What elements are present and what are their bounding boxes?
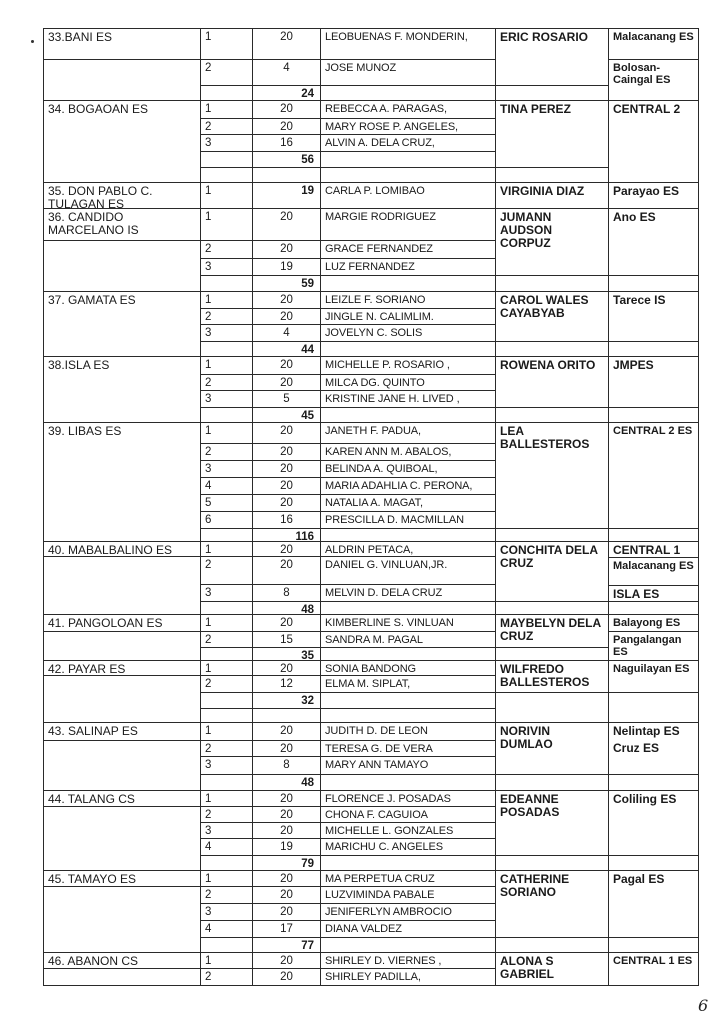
school-total: 44 — [252, 341, 321, 357]
section-number: 1 — [200, 100, 253, 119]
coordinator-name: WILFREDO BALLESTEROS — [495, 660, 609, 693]
learner-count: 20 — [252, 422, 321, 444]
school-total: 59 — [252, 275, 321, 292]
destination-school: Naguilayan ES — [608, 660, 699, 693]
learner-count: 20 — [252, 556, 321, 585]
total-spacer — [200, 601, 253, 615]
teacher-name: ELMA M. SIPLAT, — [320, 675, 496, 693]
destination-blank — [608, 774, 699, 791]
section-number: 6 — [200, 511, 253, 529]
learner-count: 17 — [252, 920, 321, 938]
teacher-name: MARY ANN TAMAYO — [320, 756, 496, 775]
school-name: 36. CANDIDO MARCELANO IS — [43, 208, 201, 241]
teacher-name: NATALIA A. MAGAT, — [320, 494, 496, 512]
section-number: 2 — [200, 240, 253, 259]
teacher-name: MARY ROSE P. ANGELES, — [320, 118, 496, 135]
learner-count: 20 — [252, 240, 321, 259]
school-name: 38.ISLA ES — [43, 356, 201, 423]
learner-count: 20 — [252, 968, 321, 986]
total-name-blank — [320, 601, 496, 615]
school-total: 48 — [252, 774, 321, 791]
learner-count: 20 — [252, 291, 321, 309]
section-number: 1 — [200, 208, 253, 241]
spacer-cell — [200, 708, 253, 723]
school-name: 37. GAMATA ES — [43, 291, 201, 357]
teacher-name: GRACE FERNANDEZ — [320, 240, 496, 259]
school-name: 44. TALANG CS — [43, 790, 201, 807]
learner-count: 20 — [252, 477, 321, 495]
section-number: 1 — [200, 422, 253, 444]
total-spacer — [200, 528, 253, 542]
learner-count: 20 — [252, 460, 321, 478]
teacher-name: JUDITH D. DE LEON — [320, 722, 496, 741]
section-number: 1 — [200, 356, 253, 375]
section-number: 2 — [200, 308, 253, 325]
section-number: 2 — [200, 968, 253, 986]
total-spacer — [200, 774, 253, 791]
school-name-continuation — [43, 740, 201, 791]
teacher-name: JOSE MUNOZ — [320, 59, 496, 86]
coordinator-blank — [495, 692, 609, 723]
total-spacer — [200, 692, 253, 709]
section-number: 2 — [200, 374, 253, 391]
teacher-name: MARGIE RODRIGUEZ — [320, 208, 496, 241]
school-name-continuation — [43, 556, 201, 615]
destination-school: CENTRAL 2 ES — [608, 422, 699, 529]
teacher-name: ALVIN A. DELA CRUZ, — [320, 134, 496, 152]
teacher-name: KRISTINE JANE H. LIVED , — [320, 390, 496, 408]
learner-count: 12 — [252, 675, 321, 693]
school-total: 35 — [252, 647, 321, 661]
school-total: 45 — [252, 407, 321, 423]
section-number: 1 — [200, 722, 253, 741]
learner-count: 4 — [252, 324, 321, 342]
destination-school-line: Nelintap ES — [613, 724, 680, 738]
learner-count: 19 — [252, 838, 321, 856]
section-number: 2 — [200, 740, 253, 757]
teacher-name: SHIRLEY PADILLA, — [320, 968, 496, 986]
section-number: 2 — [200, 631, 253, 648]
teacher-name: JOVELYN C. SOLIS — [320, 324, 496, 342]
school-total: 56 — [252, 151, 321, 168]
learner-count: 20 — [252, 356, 321, 375]
coordinator-name: CONCHITA DELA CRUZ — [495, 541, 609, 602]
school-name-continuation — [43, 59, 201, 101]
learner-count: 20 — [252, 952, 321, 969]
teacher-name: CARLA P. LOMIBAO — [320, 182, 496, 209]
coordinator-name: TINA PEREZ — [495, 100, 609, 168]
teacher-name: MARICHU C. ANGELES — [320, 838, 496, 856]
destination-school: Malacanang ES — [608, 557, 699, 586]
total-name-blank — [320, 341, 496, 357]
learner-count: 20 — [252, 28, 321, 60]
destination-school: Bolosan-Caingal ES — [608, 59, 699, 101]
school-name: 41. PANGOLOAN ES — [43, 614, 201, 632]
coordinator-blank — [495, 528, 609, 542]
spacer-cell — [252, 708, 321, 723]
destination-blank — [608, 528, 699, 542]
learner-count: 20 — [252, 541, 321, 557]
learner-count: 20 — [252, 100, 321, 119]
learner-count: 20 — [252, 614, 321, 632]
section-number: 1 — [200, 870, 253, 887]
section-number: 2 — [200, 806, 253, 823]
destination-school: Ano ES — [608, 208, 699, 276]
section-number: 3 — [200, 822, 253, 839]
coordinator-name: ROWENA ORITO — [495, 356, 609, 408]
destination-school: ISLA ES — [608, 585, 699, 602]
teacher-name: DANIEL G. VINLUAN,JR. — [320, 556, 496, 585]
school-name: 35. DON PABLO C. TULAGAN ES — [43, 182, 201, 209]
total-name-blank — [320, 937, 496, 953]
coordinator-name: EDEANNE POSADAS — [495, 790, 609, 856]
total-spacer — [200, 937, 253, 953]
learner-count: 8 — [252, 756, 321, 775]
total-name-blank — [320, 774, 496, 791]
coordinator-blank — [495, 167, 609, 183]
destination-school: CENTRAL 1 ES — [608, 952, 699, 986]
teacher-name: MICHELLE P. ROSARIO , — [320, 356, 496, 375]
teacher-name: MA PERPETUA CRUZ — [320, 870, 496, 887]
spacer-cell — [320, 708, 496, 723]
section-number: 2 — [200, 556, 253, 585]
school-total: 77 — [252, 937, 321, 953]
destination-school: Pagal ES — [608, 870, 699, 938]
coordinator-blank — [495, 275, 609, 292]
school-name-continuation — [43, 631, 201, 661]
learner-count: 20 — [252, 308, 321, 325]
destination-school: Balayong ES — [608, 614, 699, 632]
section-number: 3 — [200, 460, 253, 478]
coordinator-blank — [495, 774, 609, 791]
total-name-blank — [320, 151, 496, 168]
teacher-name: SONIA BANDONG — [320, 660, 496, 676]
learner-count: 16 — [252, 511, 321, 529]
teacher-name: FLORENCE J. POSADAS — [320, 790, 496, 807]
total-name-blank — [320, 528, 496, 542]
teacher-name: TERESA G. DE VERA — [320, 740, 496, 757]
destination-blank — [608, 855, 699, 871]
learner-count: 20 — [252, 208, 321, 241]
section-number: 2 — [200, 886, 253, 904]
teacher-name: LUZVIMINDA PABALE — [320, 886, 496, 904]
school-total: 24 — [252, 85, 321, 101]
teacher-name: MARIA ADAHLIA C. PERONA, — [320, 477, 496, 495]
spacer-cell — [320, 167, 496, 183]
teacher-name: MICHELLE L. GONZALES — [320, 822, 496, 839]
school-name: 46. ABANON CS — [43, 952, 201, 969]
teacher-name: SHIRLEY D. VIERNES , — [320, 952, 496, 969]
section-number: 4 — [200, 838, 253, 856]
coordinator-name: CATHERINE SORIANO — [495, 870, 609, 938]
learner-count: 5 — [252, 390, 321, 408]
section-number: 2 — [200, 675, 253, 693]
coordinator-blank — [495, 601, 609, 615]
learner-count: 20 — [252, 722, 321, 741]
learner-count: 20 — [252, 740, 321, 757]
school-name-continuation — [43, 968, 201, 986]
learner-count: 20 — [252, 806, 321, 823]
learner-count: 19 — [252, 182, 321, 209]
coordinator-blank — [495, 855, 609, 871]
destination-school: Malacanang ES — [608, 28, 699, 60]
total-name-blank — [320, 85, 496, 101]
section-number: 3 — [200, 584, 253, 602]
section-number: 1 — [200, 541, 253, 557]
destination-blank — [608, 341, 699, 357]
total-name-blank — [320, 275, 496, 292]
section-number: 3 — [200, 324, 253, 342]
section-number: 1 — [200, 790, 253, 807]
section-number: 4 — [200, 920, 253, 938]
total-spacer — [200, 85, 253, 101]
coordinator-name: ERIC ROSARIO — [495, 28, 609, 86]
destination-blank — [608, 692, 699, 723]
coordinator-name: CAROL WALES CAYABYAB — [495, 291, 609, 342]
coordinator-name: JUMANN AUDSON CORPUZ — [495, 208, 609, 276]
school-name: 42. PAYAR ES — [43, 660, 201, 676]
learner-count: 16 — [252, 134, 321, 152]
learner-count: 20 — [252, 886, 321, 904]
teacher-name: KIMBERLINE S. VINLUAN — [320, 614, 496, 632]
teacher-name: MELVIN D. DELA CRUZ — [320, 584, 496, 602]
coordinator-blank — [495, 407, 609, 423]
learner-count: 20 — [252, 790, 321, 807]
learner-count: 20 — [252, 118, 321, 135]
total-spacer — [200, 855, 253, 871]
learner-count: 20 — [252, 822, 321, 839]
destination-blank — [608, 275, 699, 292]
section-number: 3 — [200, 903, 253, 921]
destination-school: JMPES — [608, 356, 699, 408]
teacher-name: LEIZLE F. SORIANO — [320, 291, 496, 309]
destination-blank — [608, 407, 699, 423]
teacher-name: PRESCILLA D. MACMILLAN — [320, 511, 496, 529]
learner-count: 20 — [252, 494, 321, 512]
teacher-name: KAREN ANN M. ABALOS, — [320, 443, 496, 461]
spacer-cell — [200, 167, 253, 183]
school-name: 45. TAMAYO ES — [43, 870, 201, 887]
section-number: 2 — [200, 59, 253, 86]
school-name-continuation — [43, 886, 201, 953]
coordinator-blank — [495, 937, 609, 953]
teacher-name: JENIFERLYN AMBROCIO — [320, 903, 496, 921]
learner-count: 20 — [252, 903, 321, 921]
teacher-name: JINGLE N. CALIMLIM. — [320, 308, 496, 325]
destination-school: Tarece IS — [608, 291, 699, 342]
section-number: 1 — [200, 614, 253, 632]
page-number: 6 — [698, 996, 709, 1015]
learner-count: 20 — [252, 443, 321, 461]
destination-school: Parayao ES — [608, 182, 699, 209]
destination-school: Pangalangan ES — [608, 631, 699, 661]
section-number: 1 — [200, 291, 253, 309]
section-number: 3 — [200, 390, 253, 408]
section-number: 3 — [200, 258, 253, 276]
teacher-name: JANETH F. PADUA, — [320, 422, 496, 444]
teacher-name: MILCA DG. QUINTO — [320, 374, 496, 391]
destination-school-line: Cruz ES — [613, 741, 660, 755]
school-name: 33.BANI ES — [43, 28, 201, 60]
teacher-name: DIANA VALDEZ — [320, 920, 496, 938]
destination-school: Coliling ES — [608, 790, 699, 856]
teacher-name: CHONA F. CAGUIOA — [320, 806, 496, 823]
learner-count: 8 — [252, 584, 321, 602]
school-name-continuation — [43, 806, 201, 871]
coordinator-blank — [495, 647, 609, 661]
section-number: 1 — [200, 182, 253, 209]
coordinator-name: NORIVIN DUMLAO — [495, 722, 609, 775]
school-total: 48 — [252, 601, 321, 615]
school-name: 39. LIBAS ES — [43, 422, 201, 542]
total-name-blank — [320, 647, 496, 661]
section-number: 3 — [200, 134, 253, 152]
school-name-continuation — [43, 240, 201, 292]
total-spacer — [200, 275, 253, 292]
coordinator-blank — [495, 341, 609, 357]
learner-count: 20 — [252, 374, 321, 391]
destination-school — [608, 722, 699, 775]
coordinator-blank — [495, 85, 609, 101]
teacher-name: BELINDA A. QUIBOAL, — [320, 460, 496, 478]
section-number: 4 — [200, 477, 253, 495]
coordinator-name: ALONA S GABRIEL — [495, 952, 609, 986]
total-spacer — [200, 341, 253, 357]
teacher-name: LEOBUENAS F. MONDERIN, — [320, 28, 496, 60]
scan-speck — [31, 40, 34, 43]
teacher-name: REBECCA A. PARAGAS, — [320, 100, 496, 119]
total-spacer — [200, 407, 253, 423]
total-name-blank — [320, 407, 496, 423]
total-spacer — [200, 647, 253, 661]
total-name-blank — [320, 855, 496, 871]
school-name: 40. MABALBALINO ES — [43, 541, 201, 557]
section-number: 1 — [200, 660, 253, 676]
teacher-name: SANDRA M. PAGAL — [320, 631, 496, 648]
learner-count: 4 — [252, 59, 321, 86]
section-number: 2 — [200, 118, 253, 135]
destination-school: CENTRAL 2 — [608, 100, 699, 183]
school-name: 43. SALINAP ES — [43, 722, 201, 741]
school-total: 116 — [252, 528, 321, 542]
coordinator-name: LEA BALLESTEROS — [495, 422, 609, 529]
destination-school: CENTRAL 1 — [608, 541, 699, 558]
school-name: 34. BOGAOAN ES — [43, 100, 201, 183]
teacher-name: LUZ FERNANDEZ — [320, 258, 496, 276]
section-number: 2 — [200, 443, 253, 461]
teacher-name: ALDRIN PETACA, — [320, 541, 496, 557]
school-total: 79 — [252, 855, 321, 871]
learner-count: 20 — [252, 870, 321, 887]
section-number: 3 — [200, 756, 253, 775]
spacer-cell — [252, 167, 321, 183]
section-number: 1 — [200, 28, 253, 60]
destination-blank — [608, 601, 699, 615]
section-number: 1 — [200, 952, 253, 969]
section-number: 5 — [200, 494, 253, 512]
coordinator-name: MAYBELYN DELA CRUZ — [495, 614, 609, 648]
school-total: 32 — [252, 692, 321, 709]
learner-count: 20 — [252, 660, 321, 676]
coordinator-name: VIRGINIA DIAZ — [495, 182, 609, 209]
destination-blank — [608, 937, 699, 953]
total-spacer — [200, 151, 253, 168]
learner-count: 15 — [252, 631, 321, 648]
school-name-continuation — [43, 675, 201, 723]
learner-count: 19 — [252, 258, 321, 276]
total-name-blank — [320, 692, 496, 709]
